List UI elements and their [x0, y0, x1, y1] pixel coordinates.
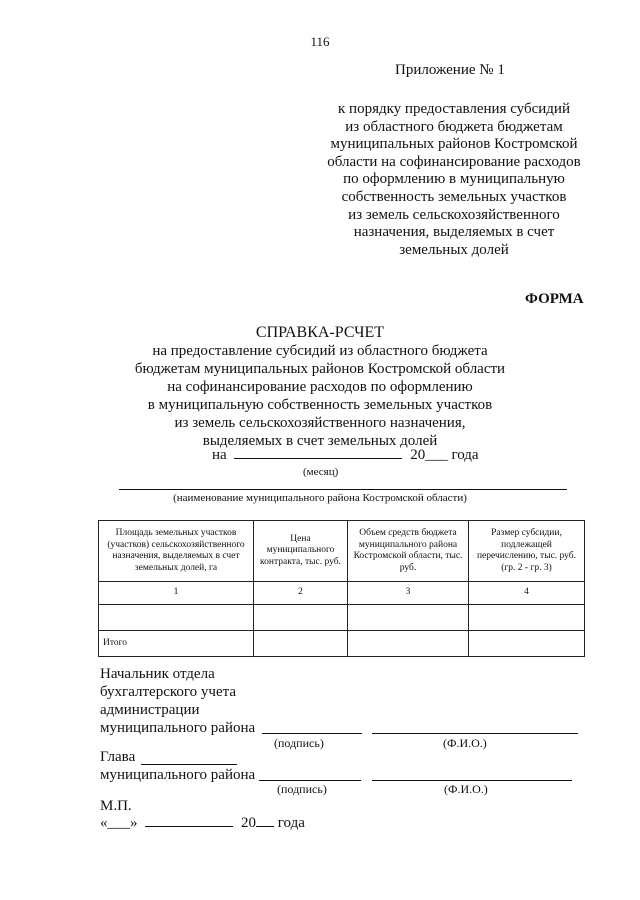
document-title-block	[120, 324, 520, 450]
table-header-cell: Объем средств бюджета муниципального района Костромской области, тыс. руб.	[348, 521, 469, 582]
date-year-label: 20	[241, 815, 256, 831]
appendix-line: собственность земельных участков	[341, 188, 567, 205]
table-cell[interactable]	[254, 631, 348, 657]
document-subtitle-line: из земель сельскохозяйственного назначения,	[174, 415, 466, 431]
column-number: 1	[99, 582, 254, 605]
appendix-line: назначения, выделяемых в счет	[353, 224, 555, 241]
table-header-row	[99, 521, 585, 582]
glava-name-field[interactable]	[141, 752, 237, 765]
table-cell[interactable]	[469, 605, 585, 631]
signature-date-line	[100, 814, 305, 832]
document-subtitle-line: бюджетам муниципальных районов Костромской области	[134, 361, 506, 377]
head-title-line: администрации	[100, 702, 200, 718]
document-subtitle-line: на предоставление субсидий из областного бюджета	[152, 343, 488, 359]
appendix-title: Приложение № 1	[395, 62, 505, 78]
month-field[interactable]	[234, 446, 402, 459]
appendix-line: из областного бюджета бюджетам	[345, 118, 563, 135]
column-number: 4	[469, 582, 585, 605]
document-date-line	[212, 446, 479, 464]
table-header-cell: Цена муниципального контракта, тыс. руб.	[254, 521, 348, 582]
head-signature-field[interactable]	[262, 721, 362, 734]
table-cell[interactable]	[348, 631, 469, 657]
appendix-line: муниципальных районов Костромской	[330, 136, 578, 153]
head-name-field[interactable]	[372, 721, 578, 734]
document-subtitle-line: на софинансирование расходов по оформлению	[167, 379, 473, 395]
document-subtitle-line: в муниципальную собственность земельных участков	[147, 397, 493, 413]
date-year-field[interactable]	[256, 814, 274, 827]
date-year: 20___	[410, 447, 448, 463]
signature-caption: (подпись)	[277, 782, 327, 796]
table-cell[interactable]	[469, 631, 585, 657]
date-month-field[interactable]	[145, 814, 233, 827]
head-title-line: муниципального района	[100, 720, 256, 736]
stamp-place-label: М.П.	[100, 798, 132, 814]
appendix-line: области на софинансирование расходов	[327, 153, 581, 170]
table-header-cell: Размер субсидии, подлежащей перечислению, тыс. руб. (гр. 2 - гр. 3)	[469, 521, 585, 582]
column-number: 3	[348, 582, 469, 605]
appendix-line: по оформлению в муниципальную	[343, 171, 565, 188]
table-cell[interactable]	[348, 605, 469, 631]
document-subtitle-line: выделяемых в счет земельных долей	[202, 433, 438, 449]
total-label: Итого	[99, 631, 254, 657]
date-suffix: года	[451, 447, 479, 463]
document-title: СПРАВКА-РСЧЕТ	[255, 324, 385, 341]
glava-signature-field[interactable]	[259, 768, 361, 781]
appendix-line: земельных долей	[399, 241, 509, 258]
date-suffix-label: года	[277, 815, 305, 831]
name-caption: (Ф.И.О.)	[444, 782, 488, 796]
form-label: ФОРМА	[525, 291, 584, 307]
glava-label: Глава	[100, 749, 136, 765]
glava-title-line: муниципального района	[100, 767, 256, 783]
table-cell[interactable]	[99, 605, 254, 631]
table-header-cell: Площадь земельных участков (участков) сельскохозяйственного назначения, выделяемых в счет земельных долей, га	[99, 521, 254, 582]
month-caption: (месяц)	[303, 466, 339, 478]
name-caption: (Ф.И.О.)	[443, 736, 487, 750]
signature-caption: (подпись)	[274, 736, 324, 750]
table-cell[interactable]	[254, 605, 348, 631]
head-title-line: Начальник отдела	[100, 666, 215, 682]
calculation-table	[98, 520, 585, 657]
page-number: 116	[310, 34, 330, 49]
appendix-line: к порядку предоставления субсидий	[338, 101, 570, 117]
appendix-line: из земель сельскохозяйственного	[348, 206, 560, 223]
column-number: 2	[254, 582, 348, 605]
appendix-description	[318, 101, 590, 259]
date-day-field[interactable]: «___»	[100, 815, 138, 831]
head-title-line: бухгалтерского учета	[100, 684, 237, 700]
table-total-row	[99, 631, 585, 657]
glava-fio-field[interactable]	[372, 768, 572, 781]
date-prefix: на	[212, 447, 227, 463]
head-accounting-title	[100, 665, 255, 737]
district-caption: (наименование муниципального района Костромской области)	[173, 492, 467, 504]
table-column-number-row	[99, 582, 585, 605]
table-row	[99, 605, 585, 631]
district-name-field[interactable]	[119, 488, 567, 490]
